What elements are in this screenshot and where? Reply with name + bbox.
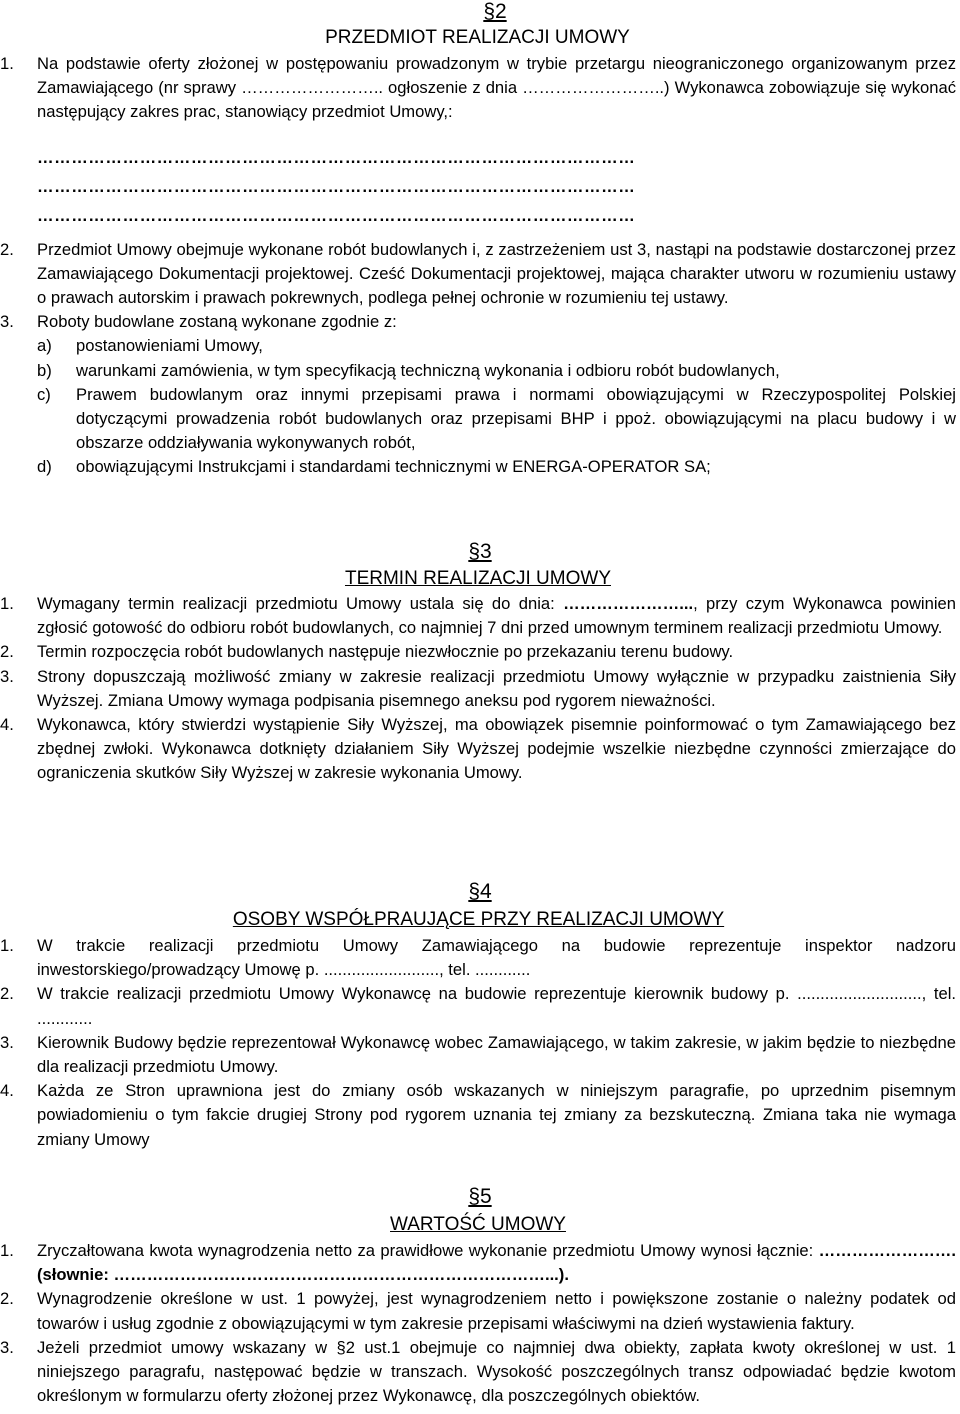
blank-line: …………………………………………………………………………………………… bbox=[37, 147, 636, 167]
section-item bbox=[0, 310, 960, 334]
item-text: Strony dopuszczają możliwość zmiany w zakresie realizacji przedmiotu Umowy wyłącznie w przypadku zaistnienia Siły Wyższej. Zmiana Umowy wymaga podpisania pisemnego aneksu pod rygorem nieważności. bbox=[37, 666, 956, 710]
item-number: 2. bbox=[0, 1289, 14, 1309]
sub-item-text: warunkami zamówienia, w tym specyfikacją techniczną wykonania i odbioru robót budowlanych, bbox=[76, 360, 780, 380]
section-number: §2 bbox=[483, 0, 507, 23]
sub-item bbox=[0, 359, 960, 383]
sub-item bbox=[0, 334, 960, 358]
section-item bbox=[0, 982, 960, 1030]
item-text: Na podstawie oferty złożonej w postępowaniu prowadzonym w trybie przetargu nieograniczonego organizowanym przez Zamawiającego (nr sprawy …………………….. ogłoszenie z dnia ……………………..) Wykonawca zobowiązuje się wykonać następujący zakres prac, stanowiący przedmiot Umowy,: bbox=[37, 54, 956, 122]
item-text: Roboty budowlane zostaną wykonane zgodnie z: bbox=[37, 312, 397, 332]
item-text: Zryczałtowana kwota wynagrodzenia netto za prawidłowe wykonanie przedmiotu Umowy wynosi łącznie: bbox=[37, 1241, 819, 1260]
section-5 bbox=[0, 1185, 960, 1408]
section-number: §3 bbox=[468, 540, 492, 563]
item-text: W trakcie realizacji przedmiotu Umowy Zamawiającego na budowie reprezentuje inspektor nadzoru inwestorskiego/prowadzący Umowę p. ........................., tel. ............ bbox=[37, 936, 956, 980]
sub-item bbox=[0, 455, 960, 479]
section-item bbox=[0, 52, 960, 125]
item-text: W trakcie realizacji przedmiotu Umowy Wykonawcę na budowie reprezentuje kierownik budowy p. ..........................., tel. ............ bbox=[37, 984, 956, 1028]
section-title: WARTOŚĆ UMOWY bbox=[390, 1214, 566, 1235]
sub-item-letter: d) bbox=[37, 457, 52, 477]
sub-item-letter: b) bbox=[37, 360, 52, 380]
item-text-cont: , przy czym Wykonawca powinien zgłosić gotowość do odbioru robót budowlanych, co najmniej 7 dni przed umownym terminem realizacji przedmiotu Umowy. bbox=[37, 594, 956, 638]
blank-line: …………………………………………………………………………………………… bbox=[37, 176, 636, 196]
blank-line: …………………………………………………………………………………………… bbox=[37, 205, 636, 225]
item-number: 1. bbox=[0, 1241, 14, 1260]
item-number: 3. bbox=[0, 1337, 14, 1357]
item-number: 4. bbox=[0, 1081, 14, 1101]
sub-item-text: postanowieniami Umowy, bbox=[76, 336, 263, 356]
section-item bbox=[0, 934, 960, 982]
item-text: Przedmiot Umowy obejmuje wykonane robót budowlanych i, z zastrzeżeniem ust 3, nastąpi na podstawie dostarczonej przez Zamawiającego Dokumentacji projektowej. Cześć Dokumentacji projektowej, mająca charakter utworu w rozumieniu ustawy o prawach autorskim i prawach pokrewnych, podlega pełnej ochronie w rozumieniu tej ustawy. bbox=[37, 239, 956, 308]
section-item bbox=[0, 640, 960, 664]
sub-item-text: Prawem budowlanym oraz innymi przepisami prawa i normami obowiązującymi w Rzeczypospolitej Polskiej dotyczącymi prowadzenia robót budowlanych oraz przepisami BHP i ppoż. obowiązującymi na placu budowy i w obszarze oddziaływania wykonywanych robót, bbox=[76, 384, 956, 453]
section-4 bbox=[0, 880, 960, 1152]
section-item bbox=[0, 592, 960, 640]
section-item bbox=[0, 238, 960, 311]
item-text: Jeżeli przedmiot umowy wskazany w §2 ust.1 obejmuje co najmniej dwa obiekty, zapłata kwoty określonej w ust. 1 niniejszego paragrafu, następować będzie w transzach. Wysokość poszczególnych transz odpowiadać będzie kwotom określonym w formularzu oferty złożonej przez Wykonawcę, dla poszczególnych obiektów. bbox=[37, 1337, 956, 1406]
section-item bbox=[0, 1079, 960, 1152]
item-number: 3. bbox=[0, 312, 14, 332]
item-text: Każda ze Stron uprawniona jest do zmiany osób wskazanych w niniejszym paragrafie, po uprzednim pisemnym powiadomieniu o tym fakcie drugiej Strony pod rygorem uznania tej zmiany za bezskuteczną. Zmiana taka nie wymaga zmiany Umowy bbox=[37, 1081, 956, 1149]
section-item bbox=[0, 1031, 960, 1079]
sub-item bbox=[0, 383, 960, 456]
item-number: 2. bbox=[0, 642, 14, 662]
section-item bbox=[0, 665, 960, 713]
sub-item-letter: c) bbox=[37, 384, 51, 404]
section-item bbox=[0, 713, 960, 786]
item-text: Wynagrodzenie określone w ust. 1 powyżej, jest wynagrodzeniem netto i powiększone zostanie o należny podatek od towarów i usług zgodnie z obowiązującymi w tym zakresie przepisami właściwymi na dzień wystawienia faktury. bbox=[37, 1289, 956, 1333]
section-title: TERMIN REALIZACJI UMOWY bbox=[344, 568, 611, 589]
item-text: Wymagany termin realizacji przedmiotu Umowy ustala się do dnia: bbox=[37, 594, 564, 613]
item-number: 4. bbox=[0, 715, 14, 735]
item-number: 2. bbox=[0, 239, 14, 259]
item-text: Termin rozpoczęcia robót budowlanych następuje niezwłocznie po przekazaniu terenu budowy. bbox=[37, 642, 734, 662]
section-item bbox=[0, 1336, 960, 1409]
item-number: 3. bbox=[0, 666, 14, 686]
blank-date: …………………... bbox=[563, 594, 694, 613]
section-title: OSOBY WSPÓŁPRAUJĄCE PRZY REALIZACJI UMOWY bbox=[232, 909, 725, 930]
item-number: 1. bbox=[0, 594, 14, 613]
item-text: Wykonawca, który stwierdzi wystąpienie Siły Wyższej, ma obowiązek pisemnie poinformować o tym Zamawiającego bez zbędnej zwłoki. Wykonawca dotknięty działaniem Siły Wyższej podejmie wszelkie niezbędne czynności zmierzające do ograniczenia skutków Siły Wyższej w zakresie wykonania Umowy. bbox=[37, 715, 956, 783]
section-number: §5 bbox=[468, 1185, 492, 1208]
section-title: PRZEDMIOT REALIZACJI UMOWY bbox=[325, 27, 630, 48]
blank-amount: ……………………. (słownie: ……………………………………………………………………...). bbox=[37, 1241, 956, 1285]
sub-item-text: obowiązującymi Instrukcjami i standardami technicznymi w ENERGA-OPERATOR SA; bbox=[76, 457, 711, 477]
item-number: 1. bbox=[0, 54, 14, 73]
section-3 bbox=[0, 540, 960, 786]
item-number: 2. bbox=[0, 984, 14, 1004]
item-text: Kierownik Budowy będzie reprezentował Wykonawcę wobec Zamawiającego, w takim zakresie, w jakim będzie to niezbędne dla realizacji przedmiotu Umowy. bbox=[37, 1032, 956, 1077]
item-number: 1. bbox=[0, 936, 14, 955]
section-item bbox=[0, 1287, 960, 1335]
item-number: 3. bbox=[0, 1032, 14, 1052]
section-number: §4 bbox=[468, 880, 492, 903]
section-2 bbox=[0, 0, 960, 480]
section-item bbox=[0, 1239, 960, 1287]
sub-item-letter: a) bbox=[37, 336, 52, 356]
